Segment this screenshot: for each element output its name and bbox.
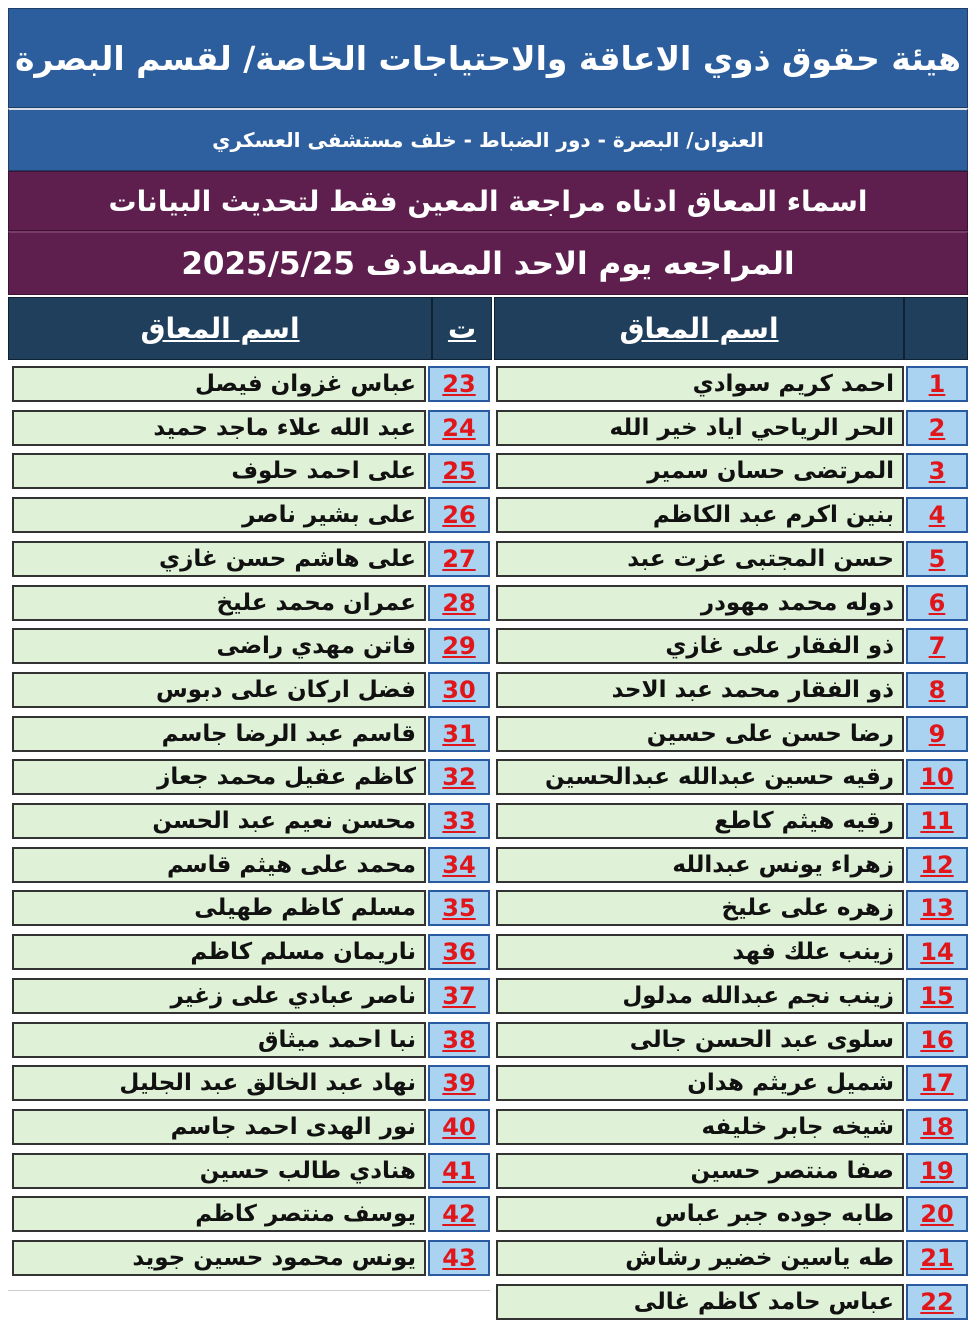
name-cell: على هاشم حسن غازي: [12, 541, 426, 577]
row-number: 42: [428, 1196, 490, 1232]
row-number: 20: [906, 1196, 968, 1232]
name-cell: محمد على هيثم قاسم: [12, 847, 426, 883]
row-number: 32: [428, 759, 490, 795]
name-cell: عباس غزوان فيصل: [12, 366, 426, 402]
name-cell: ذو الفقار على غازي: [496, 628, 904, 664]
row-number: 4: [906, 497, 968, 533]
name-cell: صفا منتصر حسين: [496, 1153, 904, 1189]
review-date: المراجعه يوم الاحد المصادف 2025/5/25: [8, 231, 968, 295]
row-number: 35: [428, 890, 490, 926]
left-num-header: ت: [447, 312, 477, 345]
table-header-left-num-cell: [432, 297, 492, 360]
row-number: 13: [906, 890, 968, 926]
name-cell: دوله محمد مهودر: [496, 585, 904, 621]
row-number: 27: [428, 541, 490, 577]
name-cell: عبد الله علاء ماجد حميد: [12, 410, 426, 446]
notice-line: اسماء المعاق ادناه مراجعة المعين فقط لتحديث البيانات: [8, 171, 968, 231]
row-number: 36: [428, 934, 490, 970]
name-cell: عباس حامد كاظم غالى: [496, 1284, 904, 1320]
name-cell: قاسم عبد الرضا جاسم: [12, 716, 426, 752]
row-number: 8: [906, 672, 968, 708]
address-line: العنوان/ البصرة - دور الضباط - خلف مستشفى العسكري: [8, 108, 968, 171]
name-cell: نبا احمد ميثاق: [12, 1022, 426, 1058]
name-cell: المرتضى حسان سمير: [496, 453, 904, 489]
name-cell: عمران محمد عليخ: [12, 585, 426, 621]
row-number: 14: [906, 934, 968, 970]
name-cell: رقيه هيثم كاطع: [496, 803, 904, 839]
table-header-left-name-cell: [8, 297, 432, 360]
row-number: 28: [428, 585, 490, 621]
right-name-header: اسم المعاق: [619, 312, 779, 345]
row-number: 29: [428, 628, 490, 664]
row-number: 12: [906, 847, 968, 883]
row-number: 26: [428, 497, 490, 533]
name-cell: مسلم كاظم طهيلى: [12, 890, 426, 926]
row-number: 30: [428, 672, 490, 708]
name-cell: سلوى عبد الحسن جالى: [496, 1022, 904, 1058]
row-number: 23: [428, 366, 490, 402]
row-number: 24: [428, 410, 490, 446]
empty-cell: [8, 1290, 490, 1338]
name-cell: احمد كريم سوادي: [496, 366, 904, 402]
row-number: 7: [906, 628, 968, 664]
row-number: 2: [906, 410, 968, 446]
name-cell: رقيه حسين عبدالله عبدالحسين: [496, 759, 904, 795]
name-cell: زينب علك فهد: [496, 934, 904, 970]
row-number: 40: [428, 1109, 490, 1145]
row-number: 1: [906, 366, 968, 402]
row-number: 15: [906, 978, 968, 1014]
name-cell: على بشير ناصر: [12, 497, 426, 533]
name-cell: حسن المجتبى عزت عبد: [496, 541, 904, 577]
row-number: 10: [906, 759, 968, 795]
row-number: 31: [428, 716, 490, 752]
row-number: 21: [906, 1240, 968, 1276]
name-cell: ناريمان مسلم كاظم: [12, 934, 426, 970]
row-number: 43: [428, 1240, 490, 1276]
row-number: 22: [906, 1284, 968, 1320]
row-number: 6: [906, 585, 968, 621]
table-header-right-name-cell: [494, 297, 904, 360]
row-number: 18: [906, 1109, 968, 1145]
name-cell: محسن نعيم عبد الحسن: [12, 803, 426, 839]
name-cell: الحر الرياحي اياد خير الله: [496, 410, 904, 446]
row-number: 25: [428, 453, 490, 489]
row-number: 16: [906, 1022, 968, 1058]
name-cell: رضا حسن على حسين: [496, 716, 904, 752]
name-cell: فضل اركان على دبوس: [12, 672, 426, 708]
name-cell: كاظم عقيل محمد جعاز: [12, 759, 426, 795]
row-number: 5: [906, 541, 968, 577]
name-cell: نهاد عبد الخالق عبد الجليل: [12, 1065, 426, 1101]
name-cell: طابه جوده جبر عباس: [496, 1196, 904, 1232]
row-number: 33: [428, 803, 490, 839]
name-cell: شميل عريثم هدان: [496, 1065, 904, 1101]
row-number: 9: [906, 716, 968, 752]
name-cell: زهراء يونس عبدالله: [496, 847, 904, 883]
left-name-header: اسم المعاق: [140, 312, 300, 345]
name-cell: زينب نجم عبدالله مدلول: [496, 978, 904, 1014]
name-cell: فاتن مهدي راضى: [12, 628, 426, 664]
name-cell: نور الهدى احمد جاسم: [12, 1109, 426, 1145]
table-header-right-num-cell: [904, 297, 968, 360]
row-number: 17: [906, 1065, 968, 1101]
row-number: 41: [428, 1153, 490, 1189]
name-cell: طه ياسين خضير رشاش: [496, 1240, 904, 1276]
name-cell: شيخه جابر خليفه: [496, 1109, 904, 1145]
name-cell: يونس محمود حسين جويد: [12, 1240, 426, 1276]
row-number: 19: [906, 1153, 968, 1189]
row-number: 37: [428, 978, 490, 1014]
row-number: 3: [906, 453, 968, 489]
name-cell: ناصر عبادي على زغير: [12, 978, 426, 1014]
name-cell: ذو الفقار محمد عبد الاحد: [496, 672, 904, 708]
name-cell: زهره على عليخ: [496, 890, 904, 926]
row-number: 38: [428, 1022, 490, 1058]
name-cell: على احمد حلوف: [12, 453, 426, 489]
row-number: 39: [428, 1065, 490, 1101]
name-cell: يوسف منتصر كاظم: [12, 1196, 426, 1232]
row-number: 11: [906, 803, 968, 839]
name-cell: هنادي طالب حسين: [12, 1153, 426, 1189]
row-number: 34: [428, 847, 490, 883]
page-title: هيئة حقوق ذوي الاعاقة والاحتياجات الخاصة/ لقسم البصرة: [8, 8, 968, 108]
name-cell: بنين اكرم عبد الكاظم: [496, 497, 904, 533]
